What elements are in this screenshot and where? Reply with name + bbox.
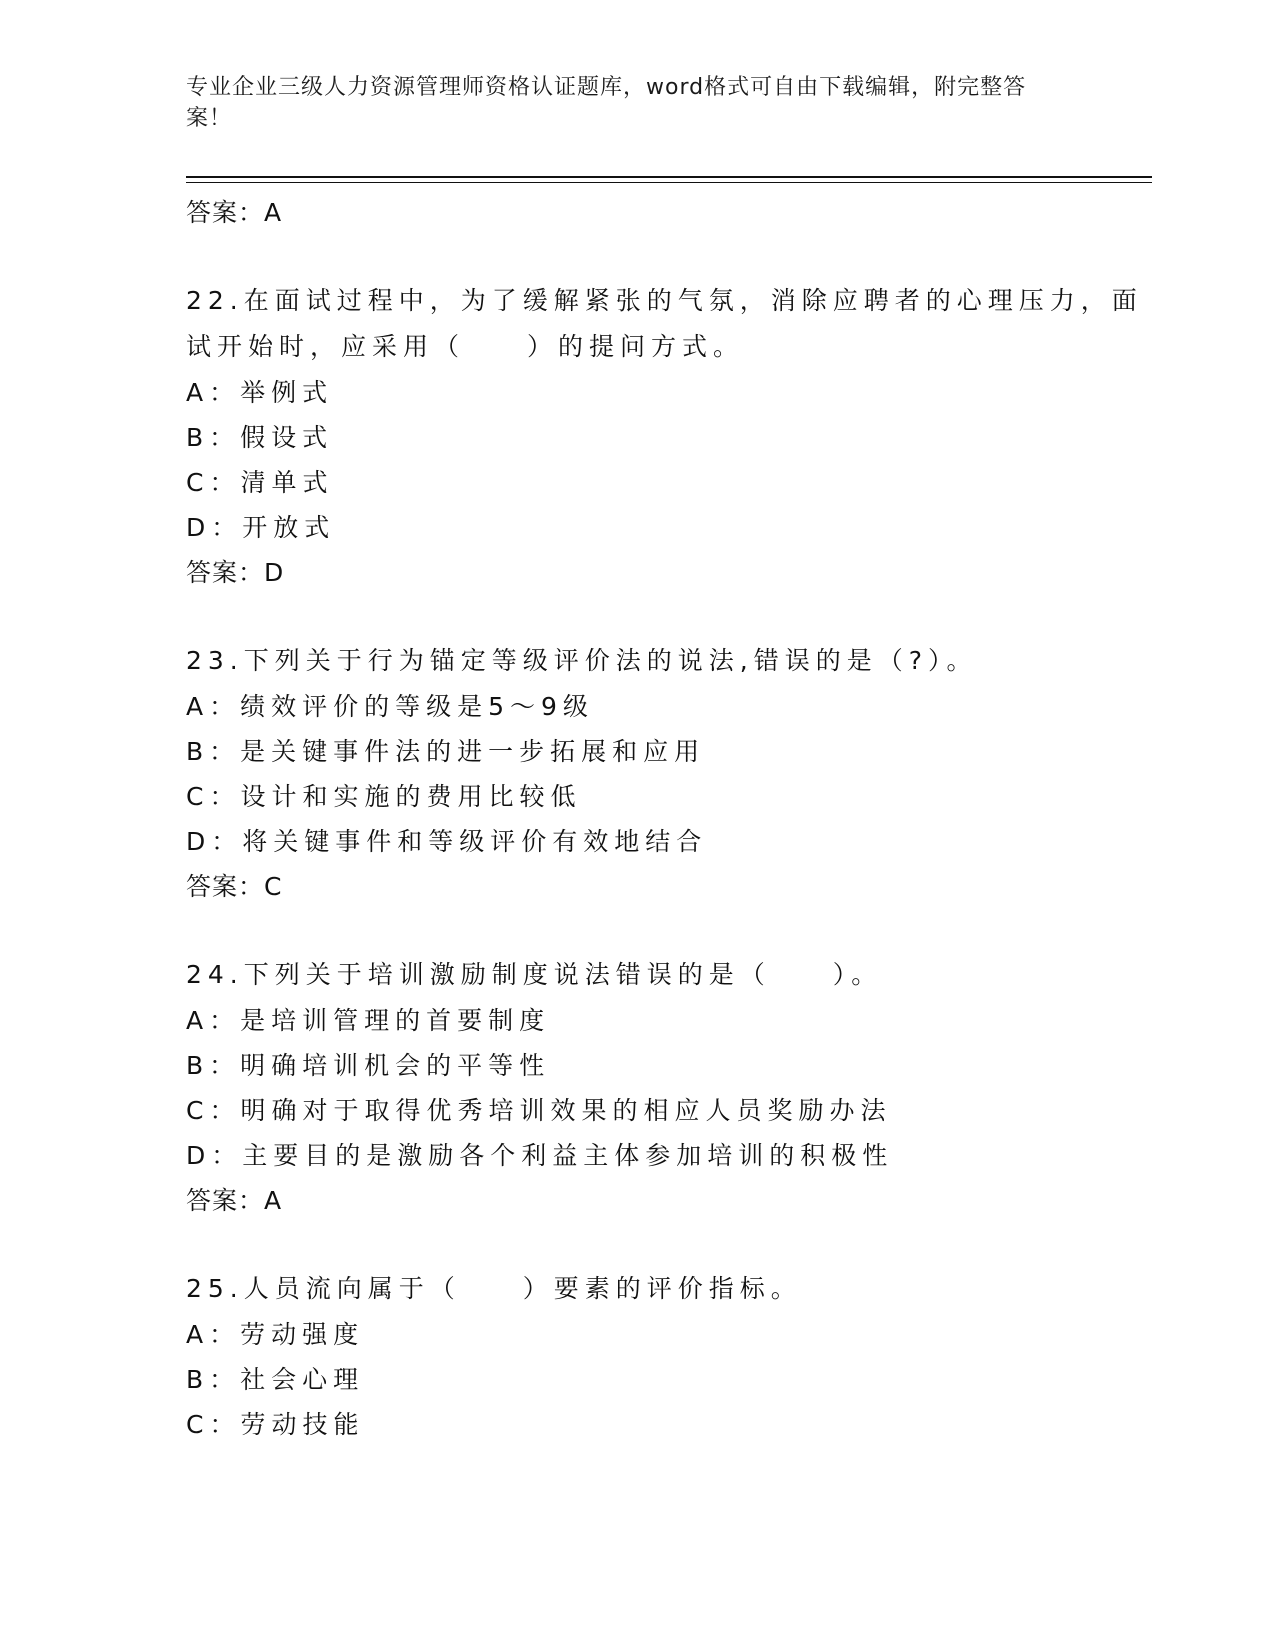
option-d: D：开放式: [186, 513, 336, 542]
option-a: A：劳动强度: [186, 1320, 365, 1349]
option-a: A：举例式: [186, 378, 334, 407]
question-list: [186, 190, 1143, 1447]
answer-line: 答案：C: [186, 872, 283, 901]
option-b: B：社会心理: [186, 1365, 365, 1394]
answer-line: 答案：A: [186, 1186, 283, 1215]
question-23: [186, 638, 1086, 910]
answer-line: 答案：D: [186, 558, 285, 587]
question-text: 22.在面试过程中，为了缓解紧张的气氛，消除应聘者的心理压力，面: [186, 286, 1143, 315]
question-text: 25.人员流向属于（ ）要素的评价指标。: [186, 1274, 802, 1303]
header-divider-thin: [186, 182, 1152, 183]
option-c: C：设计和实施的费用比较低: [186, 782, 582, 811]
option-d: D：将关键事件和等级评价有效地结合: [186, 827, 708, 856]
question-text: 24.下列关于培训激励制度说法错误的是（ ）。: [186, 960, 883, 989]
document-header: 专业企业三级人力资源管理师资格认证题库，word格式可自由下载编辑，附完整答案！: [186, 75, 1027, 131]
option-d: D：主要目的是激励各个利益主体参加培训的积极性: [186, 1141, 894, 1170]
option-c: C：清单式: [186, 468, 334, 497]
question-24: [186, 952, 1086, 1224]
question-text: 23.下列关于行为锚定等级评价法的说法,错误的是（?）。: [186, 646, 978, 675]
option-c: C：明确对于取得优秀培训效果的相应人员奖励办法: [186, 1096, 892, 1125]
option-b: B：明确培训机会的平等性: [186, 1051, 551, 1080]
option-a: A：是培训管理的首要制度: [186, 1006, 551, 1035]
question-25: [186, 1266, 1086, 1447]
option-b: B：假设式: [186, 423, 334, 452]
question-text: 试开始时，应采用（ ）的提问方式。: [186, 332, 745, 361]
answer-line: 答案：A: [186, 198, 283, 227]
header-divider-thick: [186, 176, 1152, 178]
option-a: A：绩效评价的等级是5～9级: [186, 692, 594, 721]
option-c: C：劳动技能: [186, 1410, 365, 1439]
option-b: B：是关键事件法的进一步拓展和应用: [186, 737, 706, 766]
question-22: [186, 278, 1143, 596]
